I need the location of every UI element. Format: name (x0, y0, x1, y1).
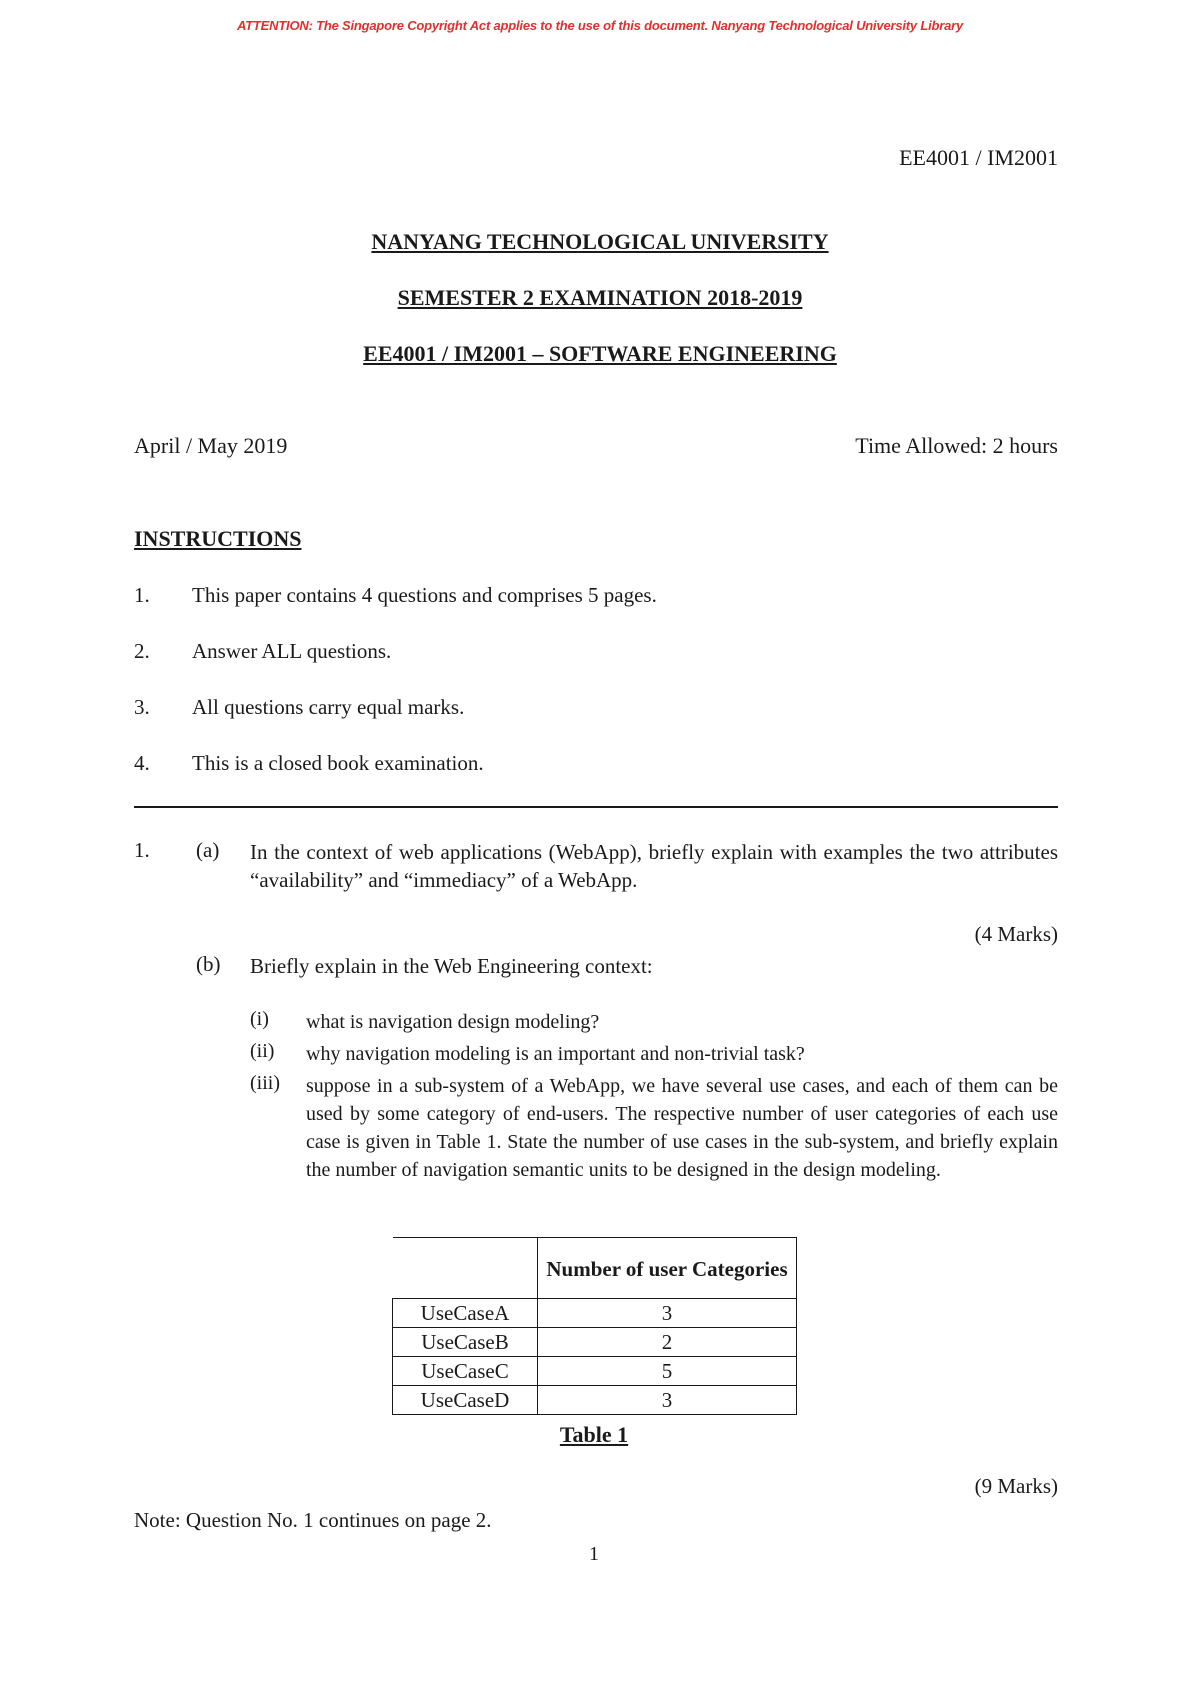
use-case-name: UseCaseB (393, 1328, 538, 1357)
instruction-text: All questions carry equal marks. (192, 695, 465, 719)
continuation-note: Note: Question No. 1 continues on page 2. (134, 1508, 492, 1532)
part-a-label: (a) (196, 838, 220, 862)
semester-title: SEMESTER 2 EXAMINATION 2018-2019 (397, 285, 803, 310)
table-row (393, 1386, 797, 1415)
table-header-user-categories: Number of user Categories (538, 1238, 797, 1299)
course-title: EE4001 / IM2001 – SOFTWARE ENGINEERING (363, 341, 837, 366)
use-case-name: UseCaseA (393, 1299, 538, 1328)
page-number: 1 (589, 1543, 599, 1565)
instructions-heading: INSTRUCTIONS (134, 526, 302, 551)
part-a-text: In the context of web applications (WebApp), briefly explain with examples the two attributes “availability” and “immediacy” of a WebApp. (250, 840, 1058, 892)
user-category-count: 3 (538, 1299, 797, 1328)
table-caption: Table 1 (559, 1422, 629, 1447)
exam-date: April / May 2019 (134, 433, 288, 458)
copyright-notice: ATTENTION: The Singapore Copyright Act applies to the use of this document. Nanyang Technological University Library (236, 18, 964, 33)
course-code-top: EE4001 / IM2001 (899, 145, 1058, 170)
use-case-table (392, 1237, 797, 1415)
question-number: 1. (134, 838, 150, 862)
sub-question-label: (iii) (250, 1072, 280, 1094)
part-b-text: Briefly explain in the Web Engineering context: (250, 954, 653, 978)
use-case-name: UseCaseD (393, 1386, 538, 1415)
table-header-row (393, 1238, 797, 1299)
instruction-number: 4. (134, 751, 150, 775)
university-title: NANYANG TECHNOLOGICAL UNIVERSITY (371, 229, 829, 254)
use-case-name: UseCaseC (393, 1357, 538, 1386)
table-row (393, 1357, 797, 1386)
instruction-number: 1. (134, 583, 150, 607)
user-category-count: 2 (538, 1328, 797, 1357)
instruction-text: Answer ALL questions. (192, 639, 392, 663)
sub-question-label: (ii) (250, 1040, 275, 1062)
part-b-marks: (9 Marks) (974, 1474, 1058, 1498)
table-header-empty (393, 1238, 538, 1299)
sub-question-text: what is navigation design modeling? (306, 1011, 600, 1033)
part-b-label: (b) (196, 952, 221, 976)
user-category-count: 3 (538, 1386, 797, 1415)
user-category-count: 5 (538, 1357, 797, 1386)
part-a-marks: (4 Marks) (974, 922, 1058, 946)
sub-question-text: suppose in a sub-system of a WebApp, we have several use cases, and each of them can be used by some category of end-users. The respective number of user categories of each use case is given in Table 1. State the number of use cases in the sub-system, and briefly explain the number of navigation semantic units to be designed in the design modeling. (306, 1075, 1058, 1181)
instruction-number: 3. (134, 695, 150, 719)
instruction-text: This is a closed book examination. (192, 751, 484, 775)
time-allowed: Time Allowed: 2 hours (855, 433, 1058, 458)
instruction-number: 2. (134, 639, 150, 663)
table-row (393, 1299, 797, 1328)
table-row (393, 1328, 797, 1357)
sub-question-label: (i) (250, 1008, 269, 1030)
instruction-text: This paper contains 4 questions and comprises 5 pages. (192, 583, 657, 607)
section-divider (134, 806, 1058, 808)
sub-question-text: why navigation modeling is an important and non-trivial task? (306, 1043, 805, 1065)
